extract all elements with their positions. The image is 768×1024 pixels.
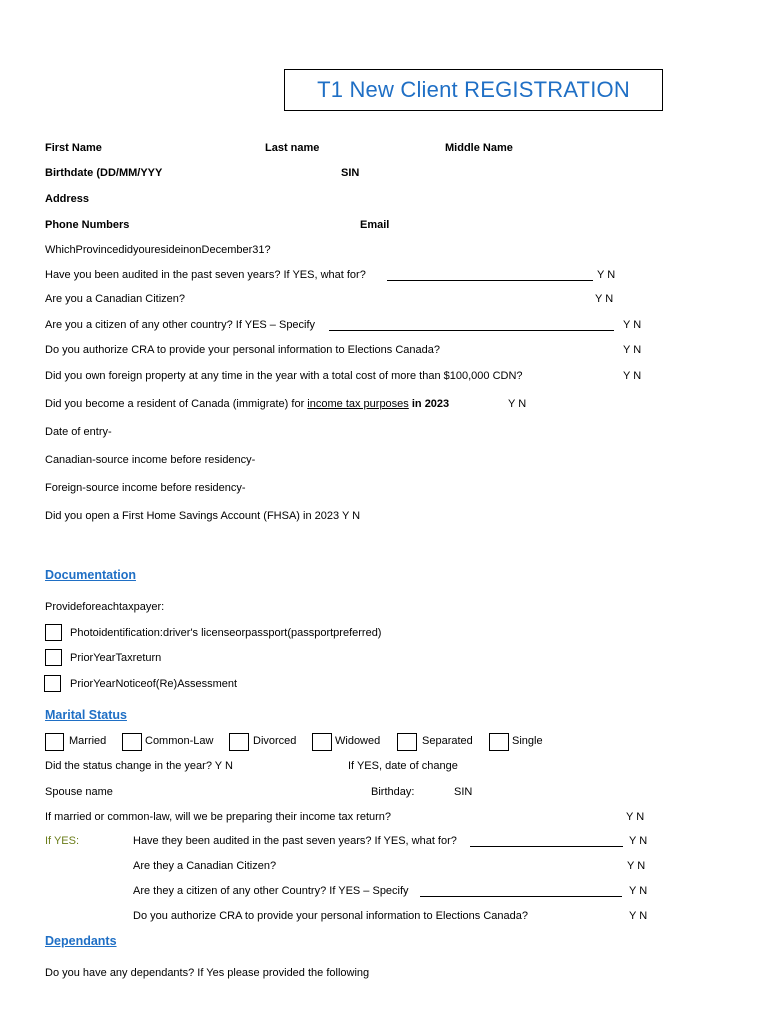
marital-checkbox-single[interactable] — [489, 733, 509, 751]
marital-heading: Marital Status — [45, 708, 127, 722]
spouse-other-fill-line[interactable] — [420, 896, 622, 897]
sin-label: SIN — [341, 167, 360, 179]
foreign-property-question: Did you own foreign property at any time in the year with a total cost of more than $100,000 CDN? — [45, 370, 523, 382]
fhsa-question: Did you open a First Home Savings Account (FHSA) in 2023 Y N — [45, 510, 361, 522]
audited-question: Have you been audited in the past seven years? If YES, what for? — [45, 269, 366, 281]
marital-option-common-law: Common-Law — [145, 735, 214, 747]
resident-question — [45, 397, 449, 411]
address-label: Address — [45, 193, 90, 205]
marital-option-widowed: Widowed — [335, 735, 381, 747]
first-name-label: First Name — [45, 142, 102, 154]
citizen-yn[interactable]: Y N — [595, 293, 614, 305]
status-change-question: Did the status change in the year? Y N — [45, 760, 233, 772]
spouse-sin-label: SIN — [454, 786, 473, 798]
other-citizen-fill-line[interactable] — [329, 330, 614, 331]
resident-question-prefix: Did you become a resident of Canada (immigrate) for — [45, 398, 305, 410]
audited-yn[interactable]: Y N — [597, 269, 616, 281]
documentation-intro: Provideforeachtaxpayer: — [45, 601, 165, 613]
spouse-name-label: Spouse name — [45, 786, 113, 798]
spouse-other-question: Are they a citizen of any other Country? If YES – Specify — [133, 885, 409, 897]
preparing-question: If married or common-law, will we be preparing their income tax return? — [45, 811, 392, 823]
foreign-property-yn[interactable]: Y N — [623, 370, 642, 382]
spouse-elections-yn[interactable]: Y N — [629, 910, 648, 922]
doc-item-prior-return: PriorYearTaxreturn — [70, 652, 162, 664]
dependants-heading: Dependants — [45, 934, 117, 948]
date-change-label: If YES, date of change — [348, 760, 458, 772]
foreign-income-label: Foreign-source income before residency- — [45, 482, 246, 494]
citizen-question: Are you a Canadian Citizen? — [45, 293, 186, 305]
marital-option-separated: Separated — [422, 735, 473, 747]
marital-checkbox-common-law[interactable] — [122, 733, 142, 751]
birthdate-label: Birthdate (DD/MM/YYY — [45, 167, 163, 179]
spouse-elections-question: Do you authorize CRA to provide your personal information to Elections Canada? — [133, 910, 529, 922]
audited-fill-line[interactable] — [387, 280, 593, 281]
doc-item-notice: PriorYearNoticeof(Re)Assessment — [70, 678, 238, 690]
resident-yn[interactable]: Y N — [508, 398, 527, 410]
marital-option-single: Single — [512, 735, 543, 747]
province-question: WhichProvincedidyouresideinonDecember31? — [45, 244, 271, 256]
marital-checkbox-widowed[interactable] — [312, 733, 332, 751]
marital-checkbox-separated[interactable] — [397, 733, 417, 751]
if-yes-label: If YES: — [45, 835, 80, 847]
other-citizen-question: Are you a citizen of any other country? If YES – Specify — [45, 319, 316, 331]
spouse-other-yn[interactable]: Y N — [629, 885, 648, 897]
spouse-citizen-question: Are they a Canadian Citizen? — [133, 860, 277, 872]
elections-question: Do you authorize CRA to provide your personal information to Elections Canada? — [45, 344, 441, 356]
last-name-label: Last name — [265, 142, 320, 154]
doc-item-photo-id: Photoidentification:driver's licenseorpassport(passportpreferred) — [70, 627, 382, 639]
middle-name-label: Middle Name — [445, 142, 513, 154]
page-title: T1 New Client REGISTRATION — [317, 77, 630, 102]
title-box — [284, 69, 663, 111]
marital-option-divorced: Divorced — [253, 735, 297, 747]
dependants-question: Do you have any dependants? If Yes please provided the following — [45, 967, 370, 979]
marital-checkbox-married[interactable] — [45, 733, 64, 751]
resident-question-underlined: income tax purposes — [307, 398, 409, 410]
spouse-audited-fill-line[interactable] — [470, 846, 623, 847]
spouse-audited-question: Have they been audited in the past seven years? If YES, what for? — [133, 835, 457, 847]
email-label: Email — [360, 219, 390, 231]
date-entry-label: Date of entry- — [45, 426, 112, 438]
spouse-citizen-yn[interactable]: Y N — [627, 860, 646, 872]
marital-checkbox-divorced[interactable] — [229, 733, 249, 751]
spouse-birthday-label: Birthday: — [371, 786, 415, 798]
doc-checkbox-photo-id[interactable] — [45, 624, 62, 641]
documentation-heading: Documentation — [45, 568, 136, 582]
doc-checkbox-notice[interactable] — [44, 675, 61, 692]
preparing-yn[interactable]: Y N — [626, 811, 645, 823]
spouse-audited-yn[interactable]: Y N — [629, 835, 648, 847]
doc-checkbox-prior-return[interactable] — [45, 649, 62, 666]
canadian-income-label: Canadian-source income before residency- — [45, 454, 256, 466]
elections-yn[interactable]: Y N — [623, 344, 642, 356]
other-citizen-yn[interactable]: Y N — [623, 319, 642, 331]
resident-question-year: in 2023 — [411, 398, 450, 410]
phone-label: Phone Numbers — [45, 219, 130, 231]
marital-option-married: Married — [69, 735, 107, 747]
